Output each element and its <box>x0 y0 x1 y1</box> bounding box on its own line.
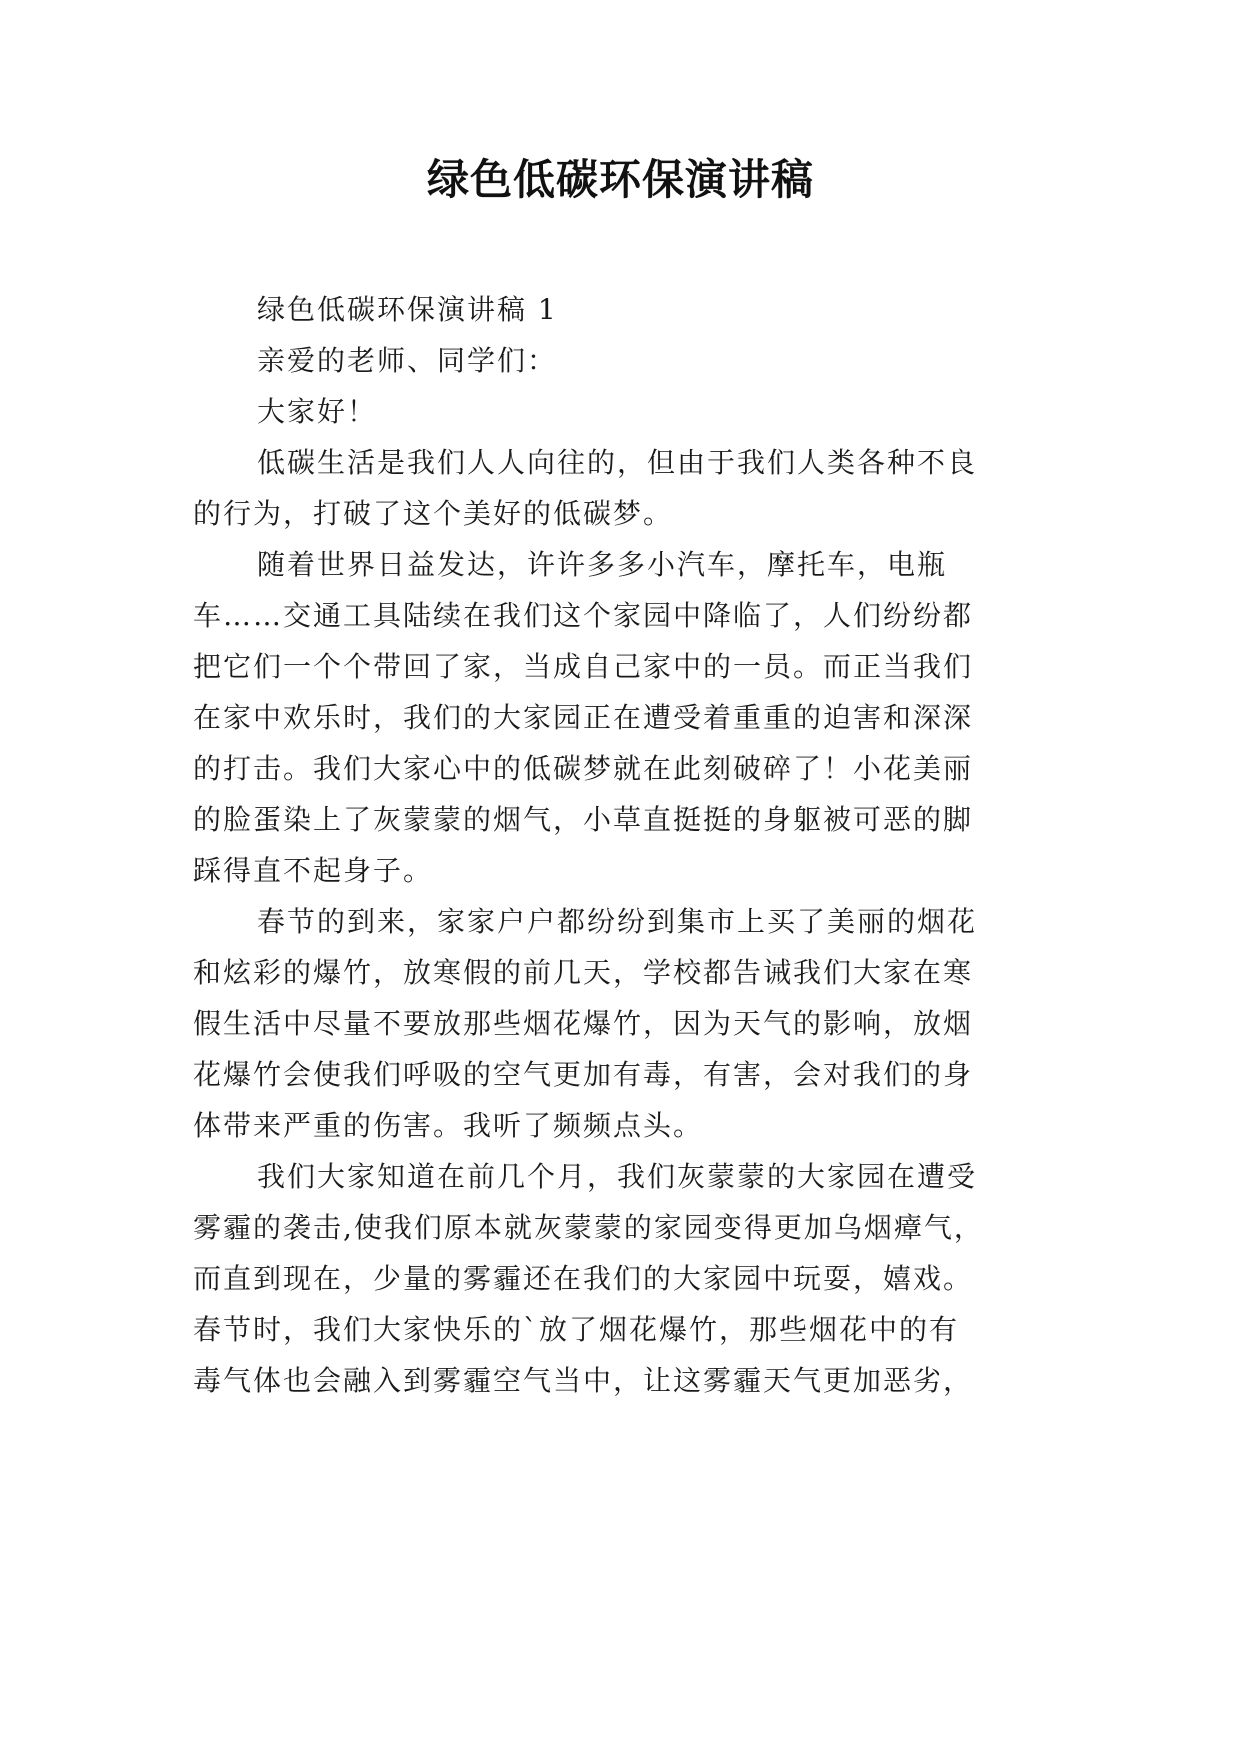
paragraph-line: 花爆竹会使我们呼吸的空气更加有毒，有害，会对我们的身 <box>193 1058 974 1091</box>
paragraph-line: 随着世界日益发达，许许多多小汽车，摩托车，电瓶 <box>257 548 948 581</box>
paragraph-line: 我们大家知道在前几个月，我们灰蒙蒙的大家园在遭受 <box>257 1160 978 1193</box>
paragraph-line: 在家中欢乐时，我们的大家园正在遭受着重重的迫害和深深 <box>193 701 974 734</box>
paragraph-line: 的打击。我们大家心中的低碳梦就在此刻破碎了！小花美丽 <box>193 752 974 785</box>
paragraph-line: 春节的到来，家家户户都纷纷到集市上买了美丽的烟花 <box>257 905 978 938</box>
document-title: 绿色低碳环保演讲稿 <box>426 155 814 204</box>
paragraph-line: 毒气体也会融入到雾霾空气当中，让这雾霾天气更加恶劣， <box>193 1364 974 1397</box>
paragraph-line: 低碳生活是我们人人向往的，但由于我们人类各种不良 <box>257 446 978 479</box>
salutation: 亲爱的老师、同学们： <box>257 344 558 377</box>
paragraph-line: 踩得直不起身子。 <box>193 854 434 887</box>
paragraph-line: 假生活中尽量不要放那些烟花爆竹，因为天气的影响，放烟 <box>193 1007 974 1040</box>
paragraph-line: 体带来严重的伤害。我听了频频点头。 <box>193 1109 704 1142</box>
paragraph-line: 的脸蛋染上了灰蒙蒙的烟气，小草直挺挺的身躯被可恶的脚 <box>193 803 974 836</box>
greeting: 大家好！ <box>257 395 378 428</box>
paragraph-line: 车……交通工具陆续在我们这个家园中降临了，人们纷纷都 <box>193 599 974 632</box>
paragraph-line: 把它们一个个带回了家，当成自己家中的一员。而正当我们 <box>193 650 974 683</box>
section-heading: 绿色低碳环保演讲稿 1 <box>257 293 558 326</box>
paragraph-line: 的行为，打破了这个美好的低碳梦。 <box>193 497 674 530</box>
paragraph-line: 春节时，我们大家快乐的`放了烟花爆竹，那些烟花中的有 <box>193 1313 960 1346</box>
paragraph-line: 而直到现在，少量的雾霾还在我们的大家园中玩耍，嬉戏。 <box>193 1262 974 1295</box>
paragraph-line: 雾霾的袭击,使我们原本就灰蒙蒙的家园变得更加乌烟瘴气， <box>193 1211 984 1244</box>
paragraph-line: 和炫彩的爆竹，放寒假的前几天，学校都告诫我们大家在寒 <box>193 956 974 989</box>
